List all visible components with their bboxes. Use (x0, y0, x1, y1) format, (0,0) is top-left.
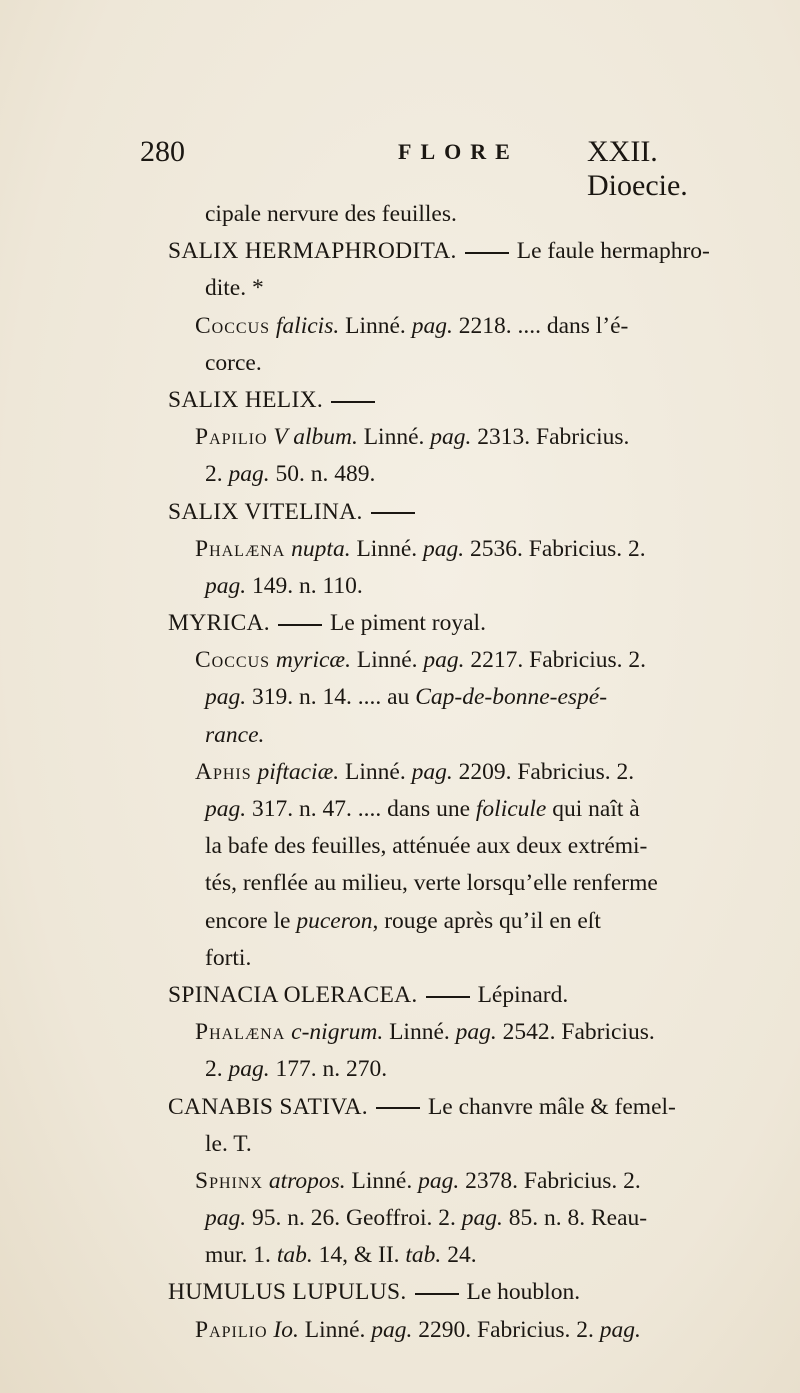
text-line: MYRICA. Le piment royal. (168, 610, 486, 637)
text-line: encore le puceron, rouge après qu’il en eſt (205, 907, 601, 934)
body-text (168, 196, 738, 1349)
text-line: Papilio V album. Linné. pag. 2313. Fabricius. (195, 424, 630, 451)
text-line: rance. (205, 721, 265, 748)
running-title: FLORE (398, 139, 519, 164)
text-line: 2. pag. 50. n. 489. (205, 461, 376, 488)
text-line: pag. 317. n. 47. .... dans une folicule qui naît à (205, 796, 640, 822)
text-line: pag. 149. n. 110. (205, 572, 363, 599)
text-line: le. T. (205, 1130, 252, 1157)
text-line: Phalæna c-nigrum. Linné. pag. 2542. Fabricius. (195, 1019, 655, 1046)
text-line: corce. (205, 349, 262, 376)
text-line: mur. 1. tab. 14, & II. tab. 24. (205, 1242, 477, 1269)
running-head (140, 135, 740, 202)
text-line: Sphinx atropos. Linné. pag. 2378. Fabricius. 2. (195, 1167, 641, 1194)
text-line: SALIX HERMAPHRODITA. Le faule hermaphro- (168, 238, 710, 265)
text-line: Papilio Io. Linné. pag. 2290. Fabricius. 2. pag. (195, 1316, 641, 1343)
text-line: dite. * (205, 275, 264, 302)
text-line: forti. (205, 944, 252, 971)
text-line: SALIX VITELINA. (168, 494, 738, 531)
text-line: Phalæna nupta. Linné. pag. 2536. Fabricius. 2. (195, 535, 646, 562)
text-line: 2. pag. 177. n. 270. (205, 1056, 388, 1083)
text-line: HUMULUS LUPULUS. Le houblon. (168, 1279, 581, 1306)
text-line: CANABIS SATIVA. Le chanvre mâle & femel- (168, 1093, 676, 1120)
text-line: pag. 95. n. 26. Geoffroi. 2. pag. 85. n. 8. Reau- (205, 1205, 648, 1232)
text-line: pag. 319. n. 14. .... au Cap-de-bonne-espé- (205, 684, 608, 711)
text-line: Coccus falicis. Linné. pag. 2218. .... dans l’é- (195, 312, 629, 339)
page-number: 280 (140, 135, 185, 168)
text-line: SPINACIA OLERACEA. Lépinard. (168, 981, 569, 1008)
text-line: Coccus myricæ. Linné. pag. 2217. Fabricius. 2. (195, 647, 647, 674)
text-line: SALIX HELIX. (168, 382, 738, 419)
text-line: la bafe des feuilles, atténuée aux deux extrémi- (205, 833, 648, 860)
section-title: XXII. Dioecie. (587, 135, 688, 202)
text-line: tés, renflée au milieu, verte lorsqu’elle renferme (205, 870, 658, 897)
text-line: cipale nervure des feuilles. (205, 201, 457, 227)
text-line: Aphis piftaciæ. Linné. pag. 2209. Fabricius. 2. (195, 758, 635, 785)
